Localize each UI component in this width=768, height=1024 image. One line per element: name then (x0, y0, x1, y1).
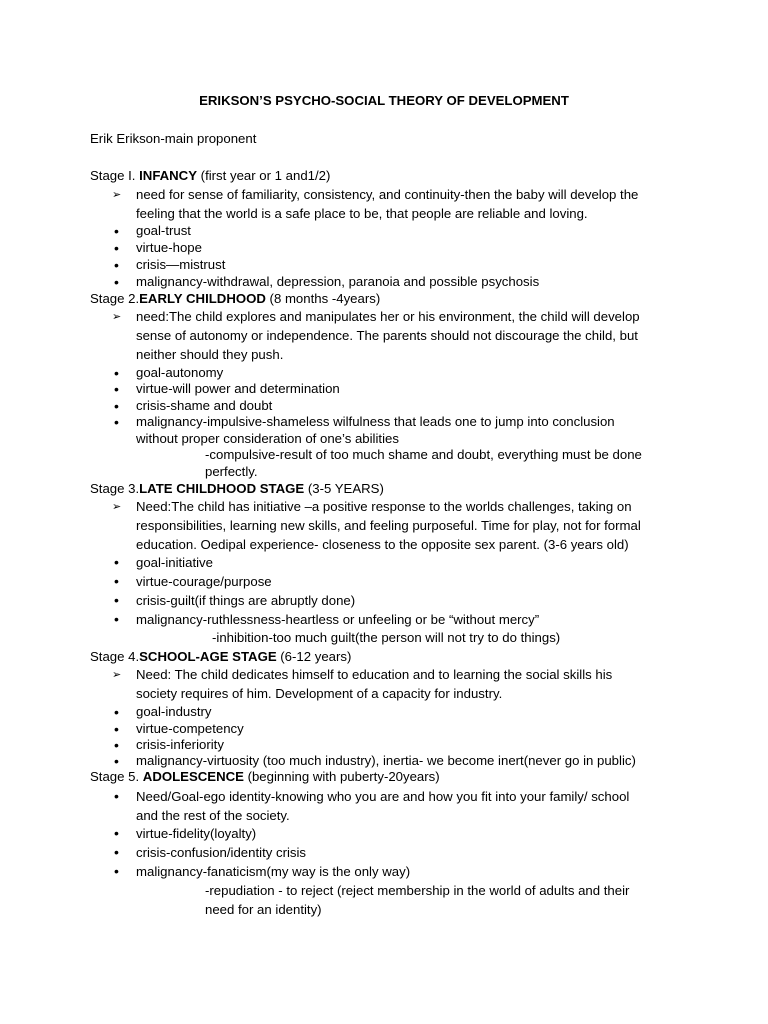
bullet-icon: • (114, 825, 119, 841)
stage4-name: SCHOOL-AGE STAGE (139, 649, 277, 664)
arrow-bullet-icon: ➢ (112, 189, 122, 201)
bullet-icon: • (114, 381, 119, 397)
stage3-virtue: virtue-courage/purpose (136, 574, 272, 589)
stage3-age: (3-5 YEARS) (304, 481, 384, 496)
stage5-need-line2: and the rest of the society. (136, 808, 290, 823)
stage2-virtue: virtue-will power and determination (136, 381, 340, 396)
bullet-icon: • (114, 573, 119, 589)
stage3-need-line2: responsibilities, learning new skills, and feeling purposeful. Time for play, not for formal (136, 518, 641, 533)
stage2-heading (90, 291, 380, 306)
stage1-prefix: Stage I. (90, 168, 140, 183)
stage4-goal: goal-industry (136, 704, 212, 719)
stage3-prefix: Stage 3. (90, 481, 140, 496)
stage2-name: EARLY CHILDHOOD (139, 291, 266, 306)
stage2-crisis: crisis-shame and doubt (136, 398, 273, 413)
stage3-need-line1: Need:The child has initiative –a positive response to the worlds challenges, taking on (136, 499, 632, 514)
arrow-bullet-icon: ➢ (112, 311, 122, 323)
stage3-name: LATE CHILDHOOD STAGE (139, 481, 305, 496)
stage2-need-line2: sense of autonomy or independence. The parents should not discourage the child, but (136, 328, 638, 343)
stage4-need-line1: Need: The child dedicates himself to education and to learning the social skills his (136, 667, 613, 682)
stage4-prefix: Stage 4. (90, 649, 140, 664)
bullet-icon: • (114, 223, 119, 239)
stage5-crisis: crisis-confusion/identity crisis (136, 845, 307, 860)
arrow-bullet-icon: ➢ (112, 501, 122, 513)
stage3-inhibition: -inhibition-too much guilt(the person will not try to do things) (212, 630, 561, 645)
document-title: ERIKSON’S PSYCHO-SOCIAL THEORY OF DEVELOPMENT (199, 93, 569, 108)
stage4-age: (6-12 years) (276, 649, 352, 664)
stage1-virtue: virtue-hope (136, 240, 202, 255)
bullet-icon: • (114, 365, 119, 381)
stage2-compulsive-line2: perfectly. (205, 464, 258, 479)
stage2-compulsive-line1: -compulsive-result of too much shame and doubt, everything must be done (205, 447, 642, 462)
arrow-bullet-icon: ➢ (112, 669, 122, 681)
proponent-line: Erik Erikson-main proponent (90, 131, 257, 146)
stage5-repudiation-line1: -repudiation - to reject (reject membership in the world of adults and their (205, 883, 630, 898)
stage4-crisis: crisis-inferiority (136, 737, 224, 752)
stage3-malignancy: malignancy-ruthlessness-heartless or unfeeling or be “without mercy” (136, 612, 540, 627)
bullet-icon: • (114, 863, 119, 879)
stage3-crisis: crisis-guilt(if things are abruptly done) (136, 593, 356, 608)
stage2-age: (8 months -4years) (265, 291, 381, 306)
bullet-icon: • (114, 274, 119, 290)
stage3-need-line3: education. Oedipal experience- closeness to the opposite sex parent. (3-6 years old) (136, 537, 629, 552)
stage1-name: INFANCY (139, 168, 198, 183)
bullet-icon: • (114, 721, 119, 737)
bullet-icon: • (114, 704, 119, 720)
stage5-repudiation-line2: need for an identity) (205, 902, 322, 917)
stage4-need-line2: society requires of him. Development of a capacity for industry. (136, 686, 503, 701)
stage1-need-line1: need for sense of familiarity, consistency, and continuity-then the baby will develop the (136, 187, 639, 202)
bullet-icon: • (114, 414, 119, 430)
bullet-icon: • (114, 257, 119, 273)
stage3-heading (90, 481, 384, 496)
bullet-icon: • (114, 554, 119, 570)
stage1-age: (first year or 1 and1/2) (197, 168, 331, 183)
stage5-heading (90, 769, 440, 784)
stage1-malignancy: malignancy-withdrawal, depression, paranoia and possible psychosis (136, 274, 540, 289)
stage5-need-line1: Need/Goal-ego identity-knowing who you are and how you fit into your family/ school (136, 789, 630, 804)
bullet-icon: • (114, 737, 119, 753)
bullet-icon: • (114, 753, 119, 769)
bullet-icon: • (114, 240, 119, 256)
stage5-name: ADOLESCENCE (142, 769, 244, 784)
stage2-malignancy-line1: malignancy-impulsive-shameless wilfulness that leads one to jump into conclusion (136, 414, 615, 429)
stage5-prefix: Stage 5. (90, 769, 143, 784)
bullet-icon: • (114, 611, 119, 627)
bullet-icon: • (114, 398, 119, 414)
stage1-need-line2: feeling that the world is a safe place to be, that people are reliable and loving. (136, 206, 588, 221)
stage1-goal: goal-trust (136, 223, 191, 238)
stage4-heading (90, 649, 351, 664)
stage1-crisis: crisis—mistrust (136, 257, 226, 272)
bullet-icon: • (114, 844, 119, 860)
stage1-heading (90, 168, 330, 183)
stage2-goal: goal-autonomy (136, 365, 224, 380)
stage5-virtue: virtue-fidelity(loyalty) (136, 826, 257, 841)
stage4-virtue: virtue-competency (136, 721, 244, 736)
stage2-malignancy-line2: without proper consideration of one’s abilities (136, 431, 399, 446)
stage2-prefix: Stage 2. (90, 291, 140, 306)
stage2-need-line1: need:The child explores and manipulates her or his environment, the child will develop (136, 309, 640, 324)
stage4-malignancy: malignancy-virtuosity (too much industry), inertia- we become inert(never go in public) (136, 753, 636, 768)
bullet-icon: • (114, 788, 119, 804)
bullet-icon: • (114, 592, 119, 608)
stage5-malignancy: malignancy-fanaticism(my way is the only way) (136, 864, 411, 879)
stage5-age: (beginning with puberty-20years) (243, 769, 440, 784)
stage2-need-line3: neither should they push. (136, 347, 284, 362)
stage3-goal: goal-initiative (136, 555, 213, 570)
